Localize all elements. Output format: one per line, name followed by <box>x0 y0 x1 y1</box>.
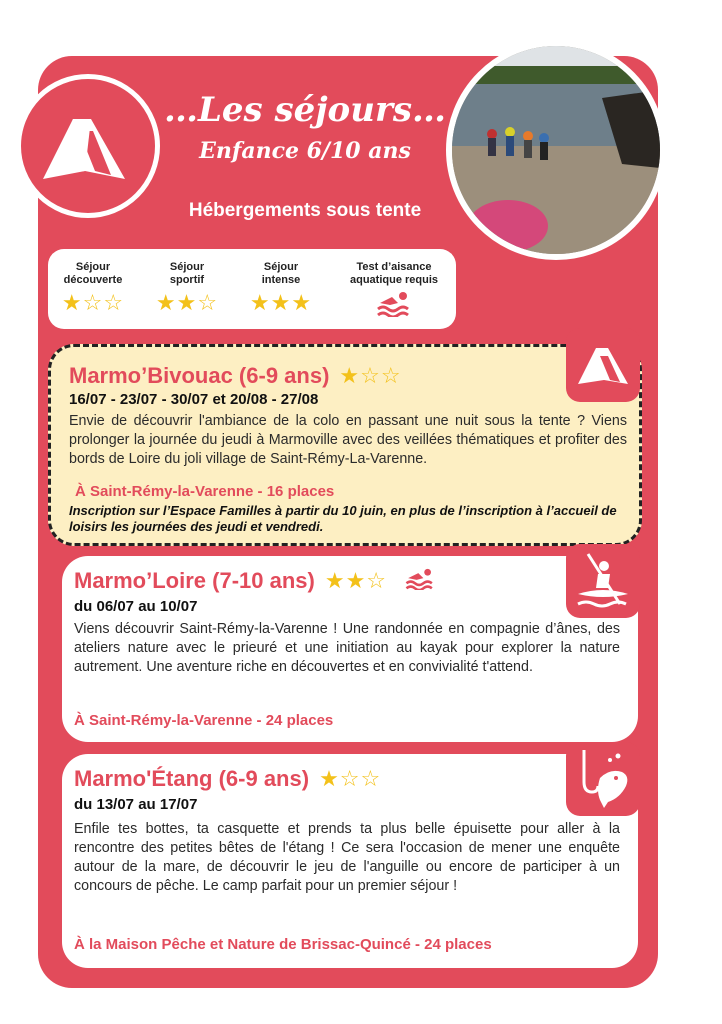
tent-icon <box>566 328 640 402</box>
star-rating-icon: ★☆☆ <box>339 363 402 388</box>
accommodation-label: Hébergements sous tente <box>188 200 422 221</box>
camp-title <box>74 766 381 792</box>
camp-title-text: Marmo’Loire (7-10 ans) <box>74 568 315 593</box>
page-subtitle: Enfance 6/10 ans <box>199 138 411 164</box>
kayak-icon <box>566 544 640 618</box>
camp-card-bivouac <box>48 344 642 546</box>
camp-location: À la Maison Pêche et Nature de Brissac-Quincé - 24 places <box>74 936 492 953</box>
camp-description: Enfile tes bottes, ta casquette et prends ta plus belle épuisette pour aller à la rencontre des petites bêtes de l'étang ! Ce sera l'occasion de mener une enquête autour de la mare, de découvrir le jeu de l'anguille ou encore de participer à un concours de pêche. Le camp parfait pour un premier séjour ! <box>74 821 620 894</box>
tent-badge <box>16 74 160 218</box>
star-rating-icon: ★★☆ <box>324 568 388 593</box>
legend-label: aquatique requis <box>349 274 439 286</box>
legend-label: découverte <box>63 274 123 286</box>
swimmer-icon <box>403 568 437 590</box>
legend-label: intense <box>261 274 301 286</box>
legend-item-swim-test <box>338 261 450 322</box>
camp-photo <box>446 40 666 260</box>
star-rating-icon: ★☆☆ <box>319 766 382 791</box>
legend-item-decouverte <box>48 261 138 315</box>
camp-location: À Saint-Rémy-la-Varenne - 24 places <box>74 712 334 729</box>
rating-legend <box>48 249 456 329</box>
camp-card-loire <box>62 556 638 742</box>
legend-item-intense <box>236 261 326 315</box>
fishing-tile <box>566 742 640 816</box>
fishing-icon <box>566 742 640 816</box>
legend-label: sportif <box>169 274 205 286</box>
tent-icon <box>21 79 155 213</box>
legend-label: Séjour <box>263 261 299 273</box>
camp-description: Envie de découvrir l'ambiance de la colo en passant une nuit sous la tente ? Viens prolonger la journée du jeudi à Marmoville avec des veillées thématiques et profiter des bords de Loire du joli village de Saint-Rémy-La-Varenne. <box>69 413 627 467</box>
camp-title-text: Marmo'Étang (6-9 ans) <box>74 766 310 791</box>
star-rating-icon: ★★☆ <box>155 290 219 315</box>
legend-label: Séjour <box>75 261 111 273</box>
camp-title-text: Marmo’Bivouac (6-9 ans) <box>69 363 330 388</box>
camp-title <box>74 568 437 594</box>
page-title: …Les séjours… <box>163 90 447 130</box>
camp-registration-note: Inscription sur l’Espace Familles à partir du 10 juin, en plus de l’inscription à l’accueil de loisirs les journées des jeudi et vendredi. <box>69 503 617 534</box>
camp-dates: du 06/07 au 10/07 <box>74 598 198 615</box>
legend-label: Séjour <box>169 261 205 273</box>
legend-label: Test d’aisance <box>356 261 432 273</box>
camp-dates: du 13/07 au 17/07 <box>74 796 198 813</box>
legend-item-sportif <box>142 261 232 315</box>
camp-location: À Saint-Rémy-la-Varenne - 16 places <box>75 483 335 500</box>
star-rating-icon: ★★★ <box>249 290 313 315</box>
camp-dates: 16/07 - 23/07 - 30/07 et 20/08 - 27/08 <box>69 391 319 408</box>
camp-description: Viens découvrir Saint-Rémy-la-Varenne ! Une randonnée en compagnie d’ânes, des ateliers nature avec le prieuré et une initiation au kayak pour explorer la nature autrement. Une aventure riche en découvertes et en convivialité t'attend. <box>74 621 620 675</box>
kayak-tile <box>566 544 640 618</box>
star-rating-icon: ★☆☆ <box>61 290 125 315</box>
tent-tile <box>566 328 640 402</box>
camp-card-etang <box>62 754 638 968</box>
camp-title <box>69 363 402 389</box>
swimmer-icon <box>376 291 412 317</box>
